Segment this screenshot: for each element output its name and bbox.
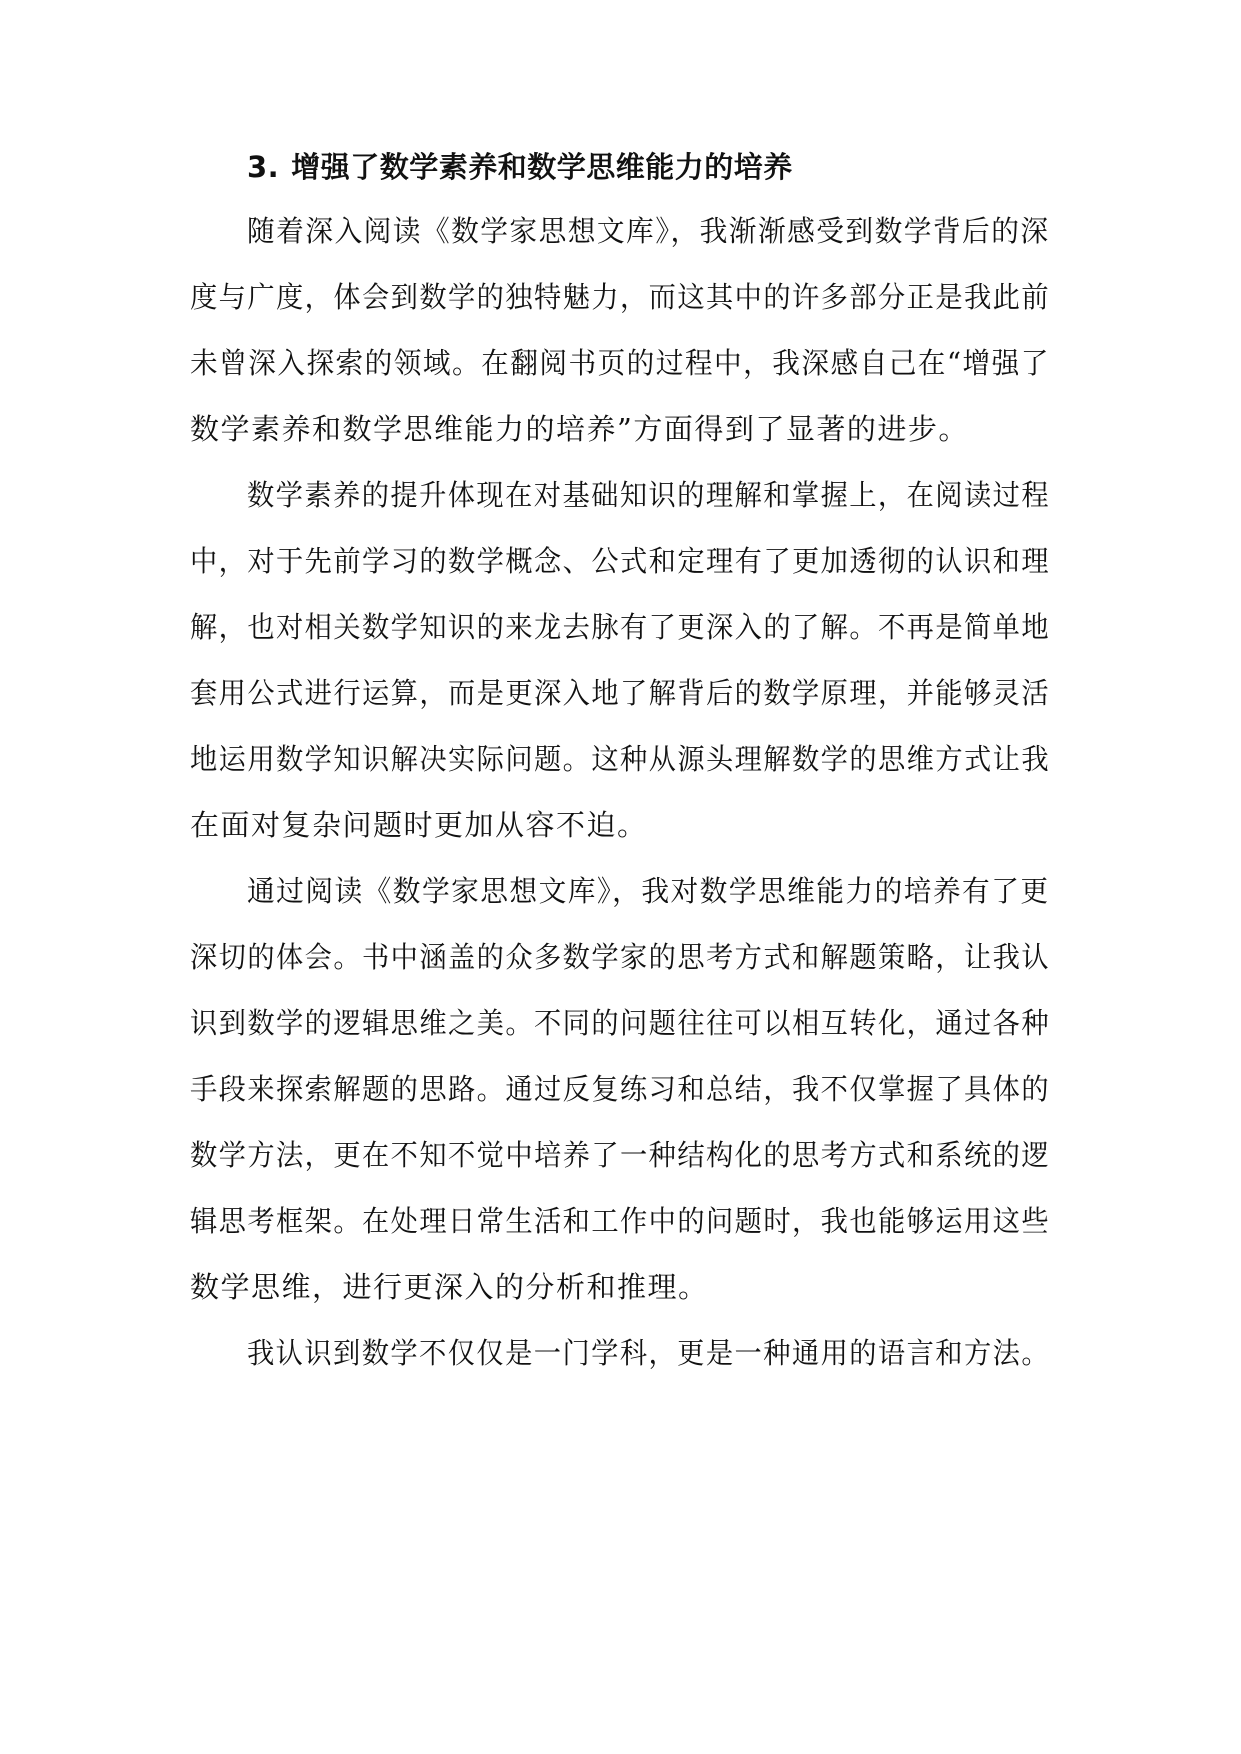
paragraph-line: 手段来探索解题的思路。通过反复练习和总结，我不仅掌握了具体的 bbox=[190, 1072, 1051, 1106]
paragraph-line: 数学素养和数学思维能力的培养”方面得到了显著的进步。 bbox=[190, 412, 969, 446]
paragraph-line: 我认识到数学不仅仅是一门学科，更是一种通用的语言和方法。 bbox=[247, 1336, 1051, 1370]
paragraph-line: 数学方法，更在不知不觉中培养了一种结构化的思考方式和系统的逻 bbox=[190, 1138, 1051, 1172]
paragraph-line: 随着深入阅读《数学家思想文库》，我渐渐感受到数学背后的深 bbox=[247, 214, 1050, 248]
paragraph-line: 中，对于先前学习的数学概念、公式和定理有了更加透彻的认识和理 bbox=[190, 544, 1051, 578]
section-number: 3. bbox=[247, 150, 280, 184]
paragraph-line: 数学思维，进行更深入的分析和推理。 bbox=[190, 1270, 709, 1304]
paragraph-line: 识到数学的逻辑思维之美。不同的问题往往可以相互转化，通过各种 bbox=[190, 1006, 1051, 1040]
section-heading bbox=[247, 147, 793, 187]
paragraph-line: 在面对复杂问题时更加从容不迫。 bbox=[190, 808, 648, 842]
paragraph-line: 数学素养的提升体现在对基础知识的理解和掌握上，在阅读过程 bbox=[247, 478, 1051, 512]
paragraph-line: 地运用数学知识解决实际问题。这种从源头理解数学的思维方式让我 bbox=[190, 742, 1051, 776]
paragraph-line: 通过阅读《数学家思想文库》，我对数学思维能力的培养有了更 bbox=[247, 874, 1050, 908]
paragraph-line: 度与广度，体会到数学的独特魅力，而这其中的许多部分正是我此前 bbox=[190, 280, 1051, 314]
paragraph-line: 未曾深入探索的领域。在翻阅书页的过程中，我深感自己在“增强了 bbox=[190, 346, 1050, 380]
paragraph-line: 解，也对相关数学知识的来龙去脉有了更深入的了解。不再是简单地 bbox=[190, 610, 1051, 644]
paragraph-line: 深切的体会。书中涵盖的众多数学家的思考方式和解题策略，让我认 bbox=[190, 940, 1051, 974]
section-title: 增强了数学素养和数学思维能力的培养 bbox=[291, 150, 793, 184]
paragraph-line: 套用公式进行运算，而是更深入地了解背后的数学原理，并能够灵活 bbox=[190, 676, 1051, 710]
paragraph-line: 辑思考框架。在处理日常生活和工作中的问题时，我也能够运用这些 bbox=[190, 1204, 1051, 1238]
